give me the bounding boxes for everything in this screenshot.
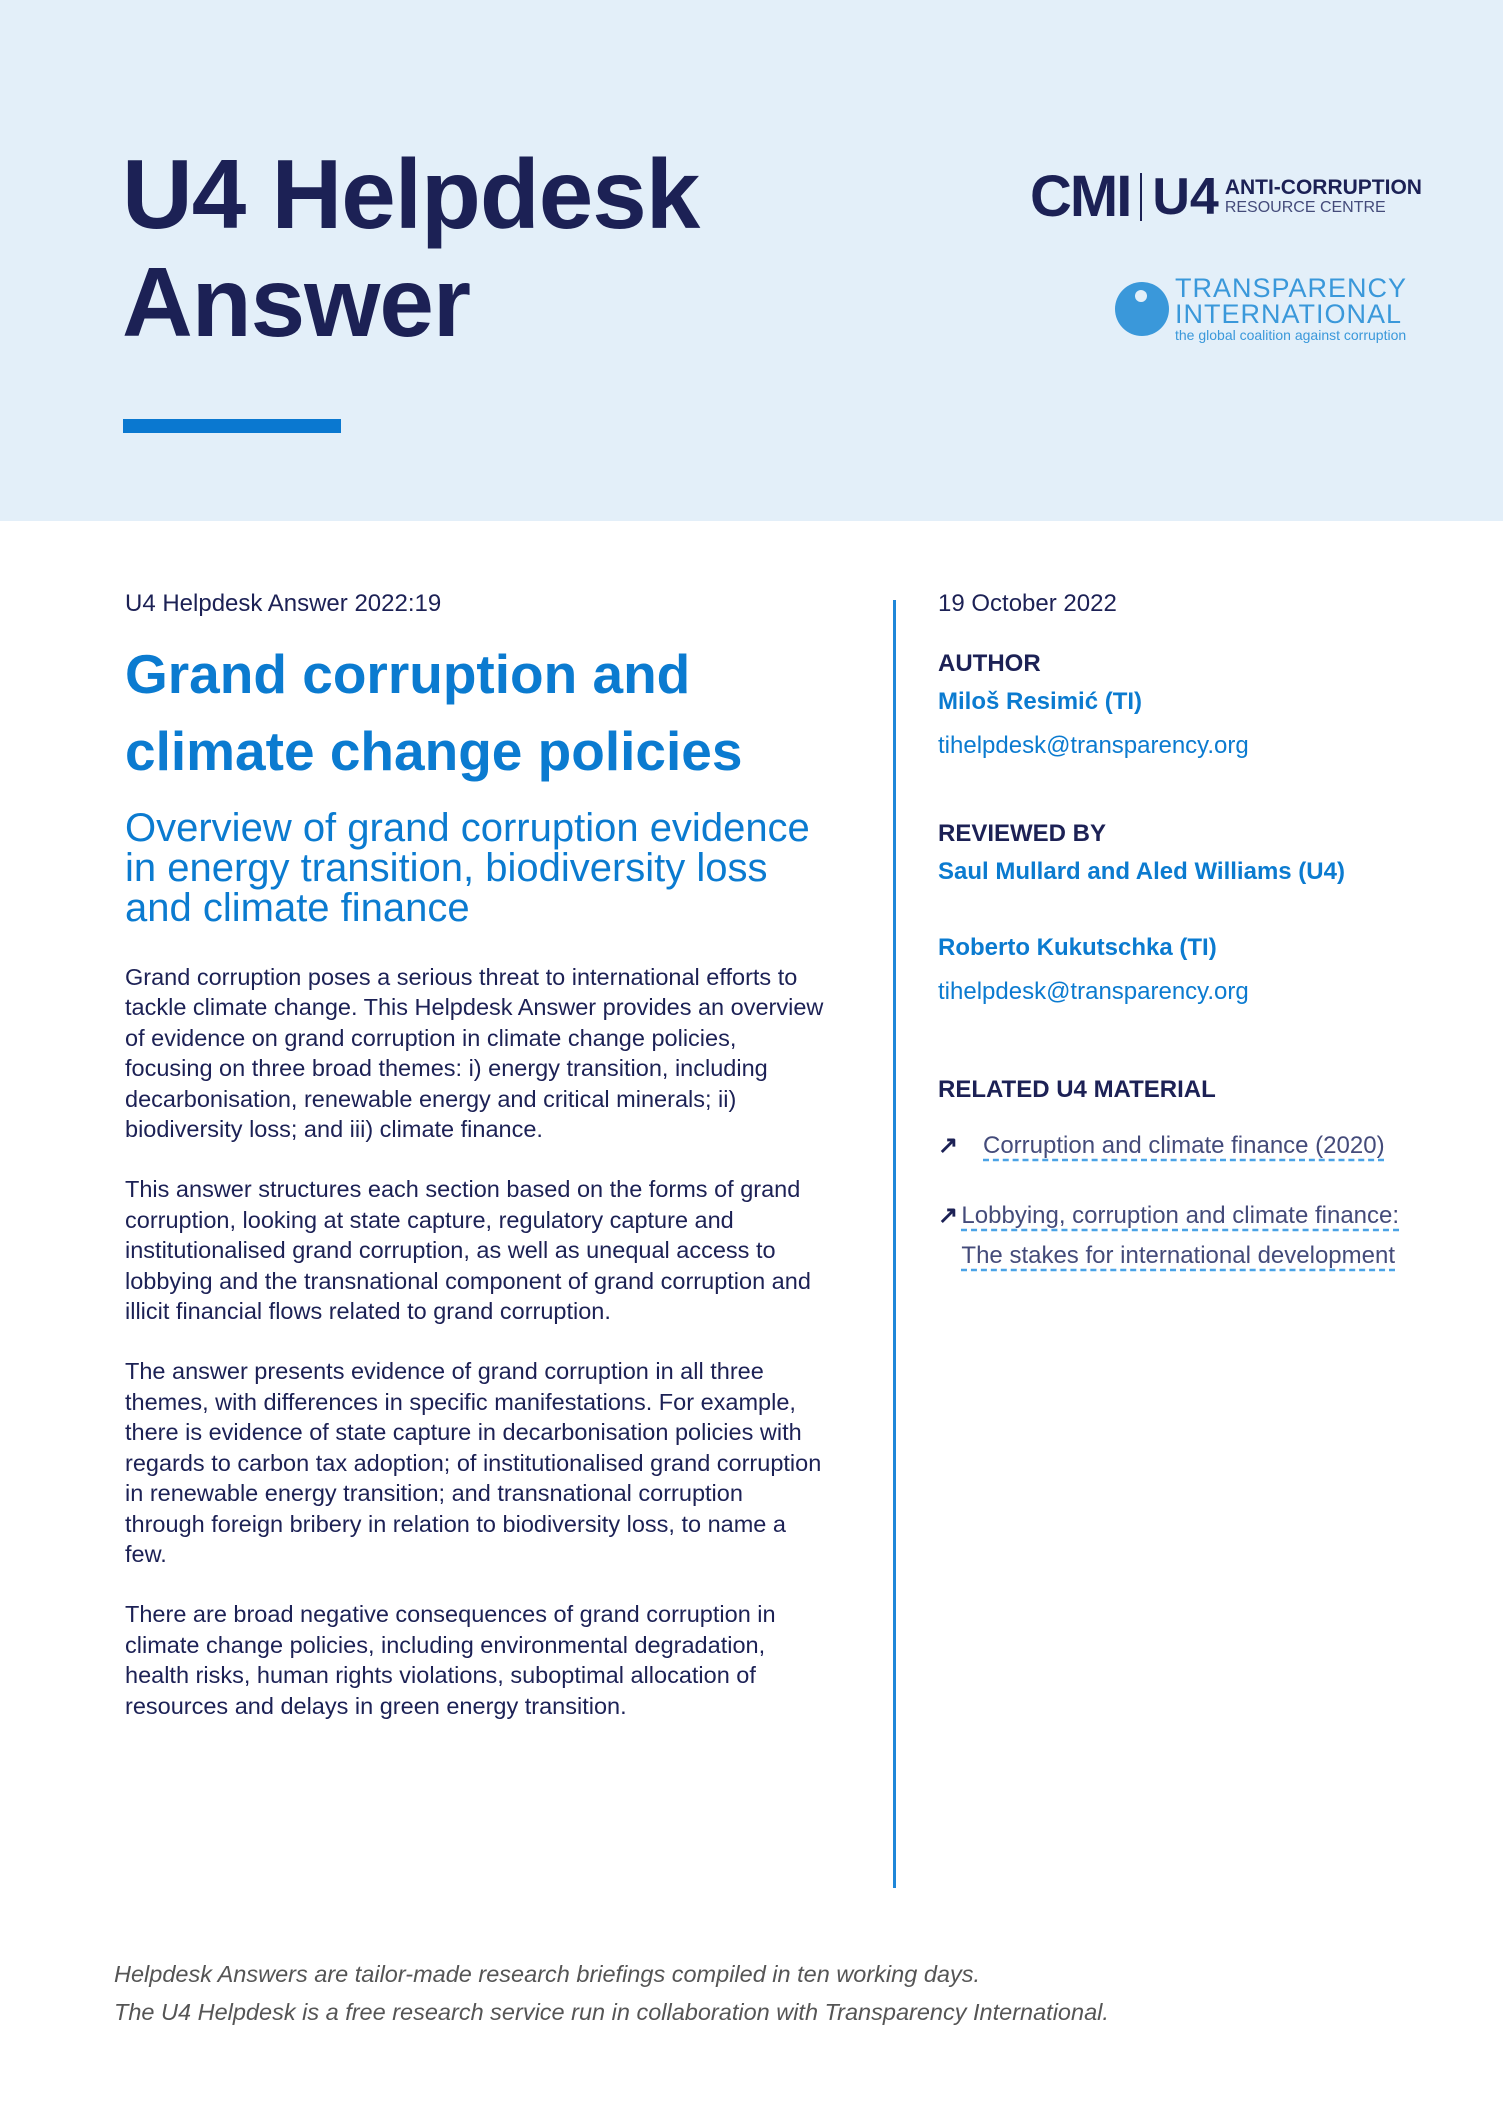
reviewer-name: Roberto Kukutschka (TI) <box>938 934 1217 961</box>
arrow-up-right-icon: ↗ <box>938 1202 959 1229</box>
sidebar <box>938 590 1418 1276</box>
publication-date: 19 October 2022 <box>938 590 1117 617</box>
ti-tagline: the global coalition against corruption <box>1175 327 1407 343</box>
cmi-u4-logo <box>1030 163 1422 230</box>
author-label: AUTHOR <box>938 650 1041 677</box>
main-column <box>125 590 825 1721</box>
logo-divider <box>1140 173 1142 221</box>
author-name: Miloš Resimić (TI) <box>938 688 1143 715</box>
ti-globe-icon <box>1115 282 1169 336</box>
footer-line: Helpdesk Answers are tailor-made research briefings compiled in ten working days. <box>114 1961 980 1987</box>
doc-type-title <box>122 140 699 356</box>
summary-paragraph: There are broad negative consequences of grand corruption in climate change policies, including environmental degradation, health risks, human rights violations, suboptimal allocation of resources and delays in green energy transition. <box>125 1601 776 1719</box>
ti-logo <box>1115 275 1407 343</box>
arrow-up-right-icon: ↗ <box>938 1132 959 1159</box>
reviewer-email-link[interactable]: tihelpdesk@transparency.org <box>938 978 1249 1005</box>
related-material-label: RELATED U4 MATERIAL <box>938 1076 1216 1103</box>
cmi-logo-text: CMI <box>1030 164 1131 229</box>
summary-paragraph: The answer presents evidence of grand corruption in all three themes, with differences in specific manifestations. For example, there is evidence of state capture in decarbonisation policies with regards to carbon tax adoption; of institutionalised grand corruption in renewable energy transition; and transnational corruption through foreign bribery in relation to biodiversity loss, to name a few. <box>125 1358 822 1567</box>
header-band <box>0 0 1503 521</box>
ti-logo-line1: TRANSPARENCY <box>1175 273 1408 303</box>
title-line-2: Answer <box>122 247 471 357</box>
related-link[interactable]: Corruption and climate finance (2020) <box>983 1132 1385 1159</box>
summary <box>125 962 825 1721</box>
summary-paragraph: This answer structures each section based on the forms of grand corruption, looking at state capture, regulatory capture and institutionalised grand corruption, as well as unequal access to lobbying and the transnational component of grand corruption and illicit financial flows related to grand corruption. <box>125 1176 811 1325</box>
page-subtitle: Overview of grand corruption evidence in energy transition, biodiversity loss and climate finance <box>125 806 810 930</box>
author-email-link[interactable]: tihelpdesk@transparency.org <box>938 732 1249 759</box>
summary-paragraph: Grand corruption poses a serious threat to international efforts to tackle climate change. This Helpdesk Answer provides an overview of evidence on grand corruption in climate change policies, focusing on three broad themes: i) energy transition, including decarbonisation, renewable energy and critical minerals; ii) biodiversity loss; and iii) climate finance. <box>125 964 824 1143</box>
footer-line: The U4 Helpdesk is a free research service run in collaboration with Transparency International. <box>114 1999 1109 2025</box>
column-divider <box>893 600 896 1888</box>
reviewed-by-label: REVIEWED BY <box>938 820 1107 847</box>
footer-note <box>114 1955 1109 2031</box>
answer-reference: U4 Helpdesk Answer 2022:19 <box>125 590 442 617</box>
accent-bar <box>123 419 341 433</box>
ti-logo-line2: INTERNATIONAL <box>1175 299 1403 329</box>
u4-logo-line2: RESOURCE CENTRE <box>1224 198 1386 216</box>
reviewer-name: Saul Mullard and Aled Williams (U4) <box>938 858 1345 885</box>
title-line-1: U4 Helpdesk <box>122 139 700 249</box>
related-item[interactable] <box>938 1126 1418 1166</box>
related-link[interactable]: Lobbying, corruption and climate finance: The stakes for international development <box>961 1202 1400 1269</box>
u4-logo-line1: ANTI-CORRUPTION <box>1224 175 1422 199</box>
u4-logo-text: U4 <box>1152 167 1219 226</box>
related-item[interactable] <box>938 1196 1418 1276</box>
page-title: Grand corruption and climate change policies <box>125 643 743 782</box>
